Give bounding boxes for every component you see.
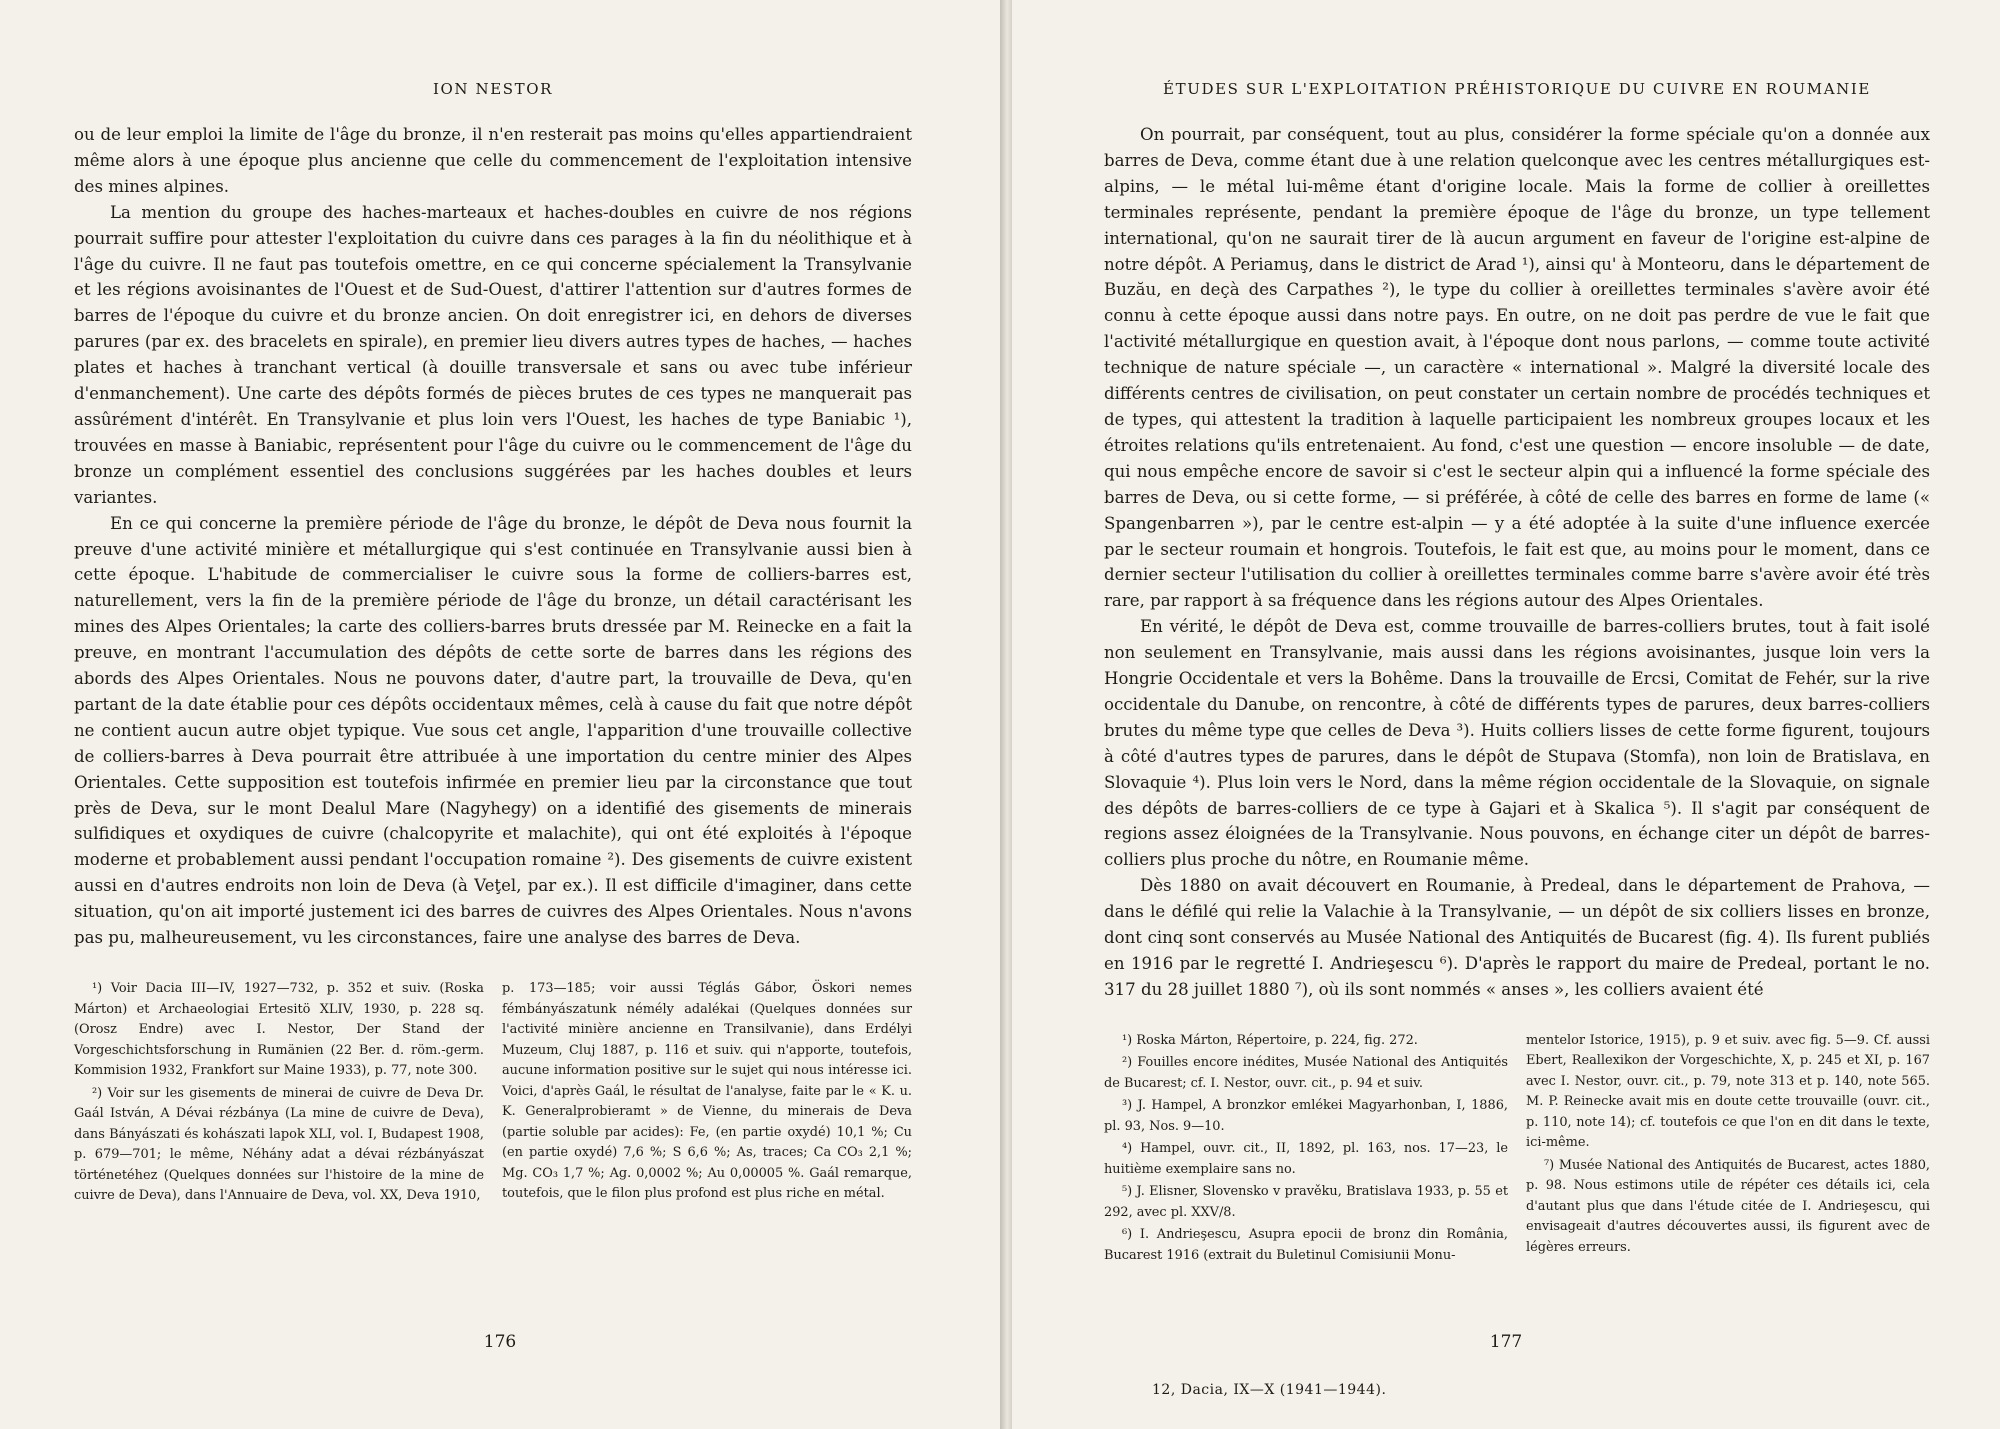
right-footnote-4: ⁴) Hampel, ouvr. cit., II, 1892, pl. 163, nos. 17—23, le huitième exemplaire sans no.	[1104, 1141, 1508, 1177]
right-footnote-3: ³) J. Hampel, A bronzkor emlékei Magyarhonban, I, 1886, pl. 93, Nos. 9—10.	[1104, 1098, 1508, 1134]
printer-signature: 12, Dacia, IX—X (1941—1944).	[1152, 1382, 1387, 1398]
right-footnotes-col-2	[1526, 1031, 1930, 1269]
right-footnote-2: ²) Fouilles encore inédites, Musée National des Antiquités de Bucarest; cf. I. Nestor, ouvr. cit., p. 94 et suiv.	[1104, 1055, 1508, 1091]
right-paragraph-2: En vérité, le dépôt de Deva est, comme trouvaille de barres-colliers brutes, tout à fait isolé non seulement en Transylvanie, mais aussi dans les régions avoisinantes, jusque loin vers la Hongrie Occidentale et vers la Bohême. Dans la trouvaille de Ercsi, Comitat de Fehér, sur la rive occidentale du Danube, on rencontre, à côté de différents types de parures, deux barres-colliers brutes du même type que celles de Deva ³). Huits colliers lisses de cette forme figurent, toujours à côté d'autres types de parures, dans le dépôt de Stupava (Stomfa), non loin de Bratislava, en Slovaquie ⁴). Plus loin vers le Nord, dans la même région occidentale de la Slovaquie, on signale des dépôts de barres-colliers de ce type à Gajari et à Skalica ⁵). Il s'agit par conséquent de regions assez éloignées de la Transylvanie. Nous pouvons, en échange citer un dépôt de barres-colliers plus proche du nôtre, en Roumanie même.	[1104, 617, 1930, 870]
left-footnote-2-continued: p. 173—185; voir aussi Téglás Gábor, Öskori nemes fémbányászatunk némély adalékai (Quelques données sur l'activité minière ancienne en Transilvanie), dans Erdélyi Muzeum, Cluj 1887, p. 116 et suiv. qui n'apporte, toutefois, aucune information positive sur le sujet qui nous intéresse ici. Voici, d'après Gaál, le résultat de l'analyse, faite par le « K. u. K. Generalprobieramt » de Vienne, du minerais de Deva (partie soluble par acides): Fe, (en partie oxydé) 10,1 %; Cu (en partie oxydé) 7,6 %; S 6,6 %; As, traces; Ca CO₃ 2,1 %; Mg. CO₃ 1,7 %; Ag. 0,0002 %; Au 0,00005 %. Gaál remarque, toutefois, que le filon plus profond est plus riche en métal.	[502, 981, 912, 1201]
left-footnotes	[74, 979, 912, 1209]
right-footnote-6-continued: mentelor Istorice, 1915), p. 9 et suiv. avec fig. 5—9. Cf. aussi Ebert, Reallexikon der Vorgeschichte, X, p. 245 et XI, p. 167 avec I. Nestor, ouvr. cit., p. 79, note 313 et p. 140, note 565. M. P. Reinecke avait mis en doute cette trouvaille (ouvr. cit., p. 110, note 14); cf. toutefois ce que l'on en dit dans le texte, ici-même.	[1526, 1032, 1930, 1151]
right-paragraph-3: Dès 1880 on avait découvert en Roumanie, à Predeal, dans le département de Prahova, — dans le défilé qui relie la Valachie à la Transylvanie, — un dépôt de six colliers lisses en bronze, dont cinq sont conservés au Musée National des Antiquités de Bucarest (fig. 4). Ils furent publiés en 1916 par le regretté I. Andrieşescu ⁶). D'après le rapport du maire de Predeal, portant le no. 317 du 28 juillet 1880 ⁷), où ils sont nommés « anses », les colliers avaient été	[1104, 876, 1930, 999]
right-footnote-1: ¹) Roska Márton, Répertoire, p. 224, fig. 272.	[1122, 1032, 1418, 1048]
page-number-right: 177	[1489, 1332, 1523, 1352]
right-footnotes	[1104, 1031, 1930, 1269]
page-number-left: 176	[483, 1332, 517, 1352]
running-head-left: ION NESTOR	[432, 80, 554, 98]
left-paragraph-3: En ce qui concerne la première période de l'âge du bronze, le dépôt de Deva nous fournit la preuve d'une activité minière et métallurgique qui s'est continuée en Transylvanie aussi bien à cette époque. L'habitude de commercialiser le cuivre sous la forme de colliers-barres est, naturellement, vers la fin de la première période de l'âge du bronze, un détail caractérisant les mines des Alpes Orientales; la carte des colliers-barres bruts dressée par M. Reinecke en a fait la preuve, en montrant l'accumulation des dépôts de cette sorte de barres dans les régions des abords des Alpes Orientales. Nous ne pouvons dater, d'autre part, la trouvaille de Deva, qu'en partant de la date établie pour ces dépôts occidentaux mêmes, celà à cause du fait que notre dépôt ne contient aucun autre objet typique. Vue sous cet angle, l'apparition d'une trouvaille collective de colliers-barres à Deva pourrait être attribuée à une importation du centre minier des Alpes Orientales. Cette supposition est toutefois infirmée en premier lieu par la circonstance que tout près de Deva, sur le mont Dealul Mare (Nagyhegy) on a identifié des gisements de minerais sulfidiques et oxydiques de cuivre (chalcopyrite et malachite), qui ont été exploités à l'époque moderne et probablement aussi pendant l'occupation romaine ²). Des gisements de cuivre existent aussi en d'autres endroits non loin de Deva (à Veţel, par ex.). Il est difficile d'imaginer, dans cette situation, qu'on ait importé justement ici des barres de cuivres des Alpes Orientales. Nous n'avons pas pu, malheureusement, vu les circonstances, faire une analyse des barres de Deva.	[74, 513, 912, 948]
right-footnote-7: ⁷) Musée National des Antiquités de Bucarest, actes 1880, p. 98. Nous estimons utile de répéter ces détails ici, cela d'autant plus que dans l'étude citée de I. Andrieşescu, qui envisageait d'autres découvertes aussi, ils figurent avec de légères erreurs.	[1526, 1157, 1930, 1255]
left-body-text	[74, 122, 912, 951]
right-paragraph-1: On pourrait, par conséquent, tout au plus, considérer la forme spéciale qu'on a donnée aux barres de Deva, comme étant due à une relation quelconque avec les centres métallurgiques est-alpins, — le métal lui-même étant d'origine locale. Mais la forme de collier à oreillettes terminales représente, pendant la première époque de l'âge du bronze, un type tellement international, qu'on ne saurait tirer de là aucun argument en faveur de l'origine est-alpine de notre dépôt. A Periamuş, dans le district de Arad ¹), ainsi qu' à Monteoru, dans le département de Buzău, en deçà des Carpathes ²), le type du collier à oreillettes terminales s'avère avoir été connu à cette époque aussi dans notre pays. En outre, on ne doit pas perdre de vue le fait que l'activité métallurgique en question avait, à l'époque dont nous parlons, — comme toute activité technique de nature spéciale —, un caractère « international ». Malgré la diversité locale des différents centres de civilisation, on peut constater un certain nombre de procédés techniques et de types, qui attestent la tradition à laquelle participaient les nombreux groupes locaux et les étroites relations qu'ils entretenaient. Au fond, c'est une question — encore insoluble — de date, qui nous empêche encore de savoir si c'est le secteur alpin qui a influencé la forme spéciale des barres de Deva, ou si cette forme, — si préférée, à côté de celle des barres en forme de lame (« Spangenbarren »), par le centre est-alpin — y a été adoptée à la suite d'une influence exercée par le secteur roumain et hongrois. Toutefois, le fait est que, au moins pour le moment, dans ce dernier secteur l'utilisation du collier à oreillettes terminales comme barre s'avère avoir été très rare, par rapport à sa fréquence dans les régions autour des Alpes Orientales.	[1104, 125, 1930, 611]
left-footnotes-col-1	[74, 979, 484, 1209]
right-page	[1012, 0, 2000, 1429]
left-footnote-2: ²) Voir sur les gisements de minerai de cuivre de Deva Dr. Gaál István, A Dévai rézbánya (La mine de cuivre de Deva), dans Bányászati és kohászati lapok XLI, vol. I, Budapest 1908, p. 679—701; le même, Néhány adat a dévai rézbányászat történetéhez (Quelques données sur l'histoire de la mine de cuivre de Deva), dans l'Annuaire de Deva, vol. XX, Deva 1910,	[74, 1085, 484, 1203]
right-body-text	[1104, 122, 1930, 1003]
left-paragraph-2: La mention du groupe des haches-marteaux et haches-doubles en cuivre de nos régions pourrait suffire pour attester l'exploitation du cuivre dans ces parages à la fin du néolithique et à l'âge du cuivre. Il ne faut pas toutefois omettre, en ce qui concerne spécialement la Transylvanie et les régions avoisinantes de l'Ouest et de Sud-Ouest, d'attirer l'attention sur d'autres formes de barres de l'époque du cuivre et du bronze ancien. On doit enregistrer ici, en dehors de diverses parures (par ex. des bracelets en spirale), en premier lieu divers autres types de haches, — haches plates et haches à tranchant vertical (à douille transversale et sans ou avec tube inférieur d'enmanchement). Une carte des dépôts formés de pièces brutes de ces types ne manquerait pas assûrément d'intérêt. En Transylvanie et plus loin vers l'Ouest, les haches de type Baniabic ¹), trouvées en masse à Baniabic, représentent pour l'âge du cuivre ou le commencement de l'âge du bronze un complément essentiel des conclusions suggérées par les haches doubles et leurs variantes.	[74, 202, 912, 507]
left-paragraph-1: ou de leur emploi la limite de l'âge du bronze, il n'en resterait pas moins qu'elles appartiendraient même alors à une époque plus ancienne que celle du commencement de l'exploitation intensive des mines alpines.	[74, 125, 912, 196]
running-head-right: ÉTUDES SUR L'EXPLOITATION PRÉHISTORIQUE DU CUIVRE EN ROUMANIE	[1163, 80, 1871, 98]
left-footnotes-col-2	[502, 979, 912, 1209]
right-footnotes-col-1	[1104, 1031, 1508, 1269]
right-footnote-5: ⁵) J. Elisner, Slovensko v pravěku, Bratislava 1933, p. 55 et 292, avec pl. XXV/8.	[1104, 1184, 1508, 1220]
left-footnote-1: ¹) Voir Dacia III—IV, 1927—732, p. 352 et suiv. (Roska Márton) et Archaeologiai Ertesitö XLIV, 1930, p. 228 sq. (Orosz Endre) avec I. Nestor, Der Stand der Vorgeschichtsforschung in Rumänien (22 Ber. d. röm.-germ. Kommision 1932, Frankfort sur Maine 1933), p. 77, note 300.	[74, 981, 484, 1078]
right-footnote-6: ⁶) I. Andrieşescu, Asupra epocii de bronz din România, Bucarest 1916 (extrait du Buletinul Comisiunii Monu-	[1104, 1227, 1508, 1263]
book-gutter	[1000, 0, 1012, 1429]
